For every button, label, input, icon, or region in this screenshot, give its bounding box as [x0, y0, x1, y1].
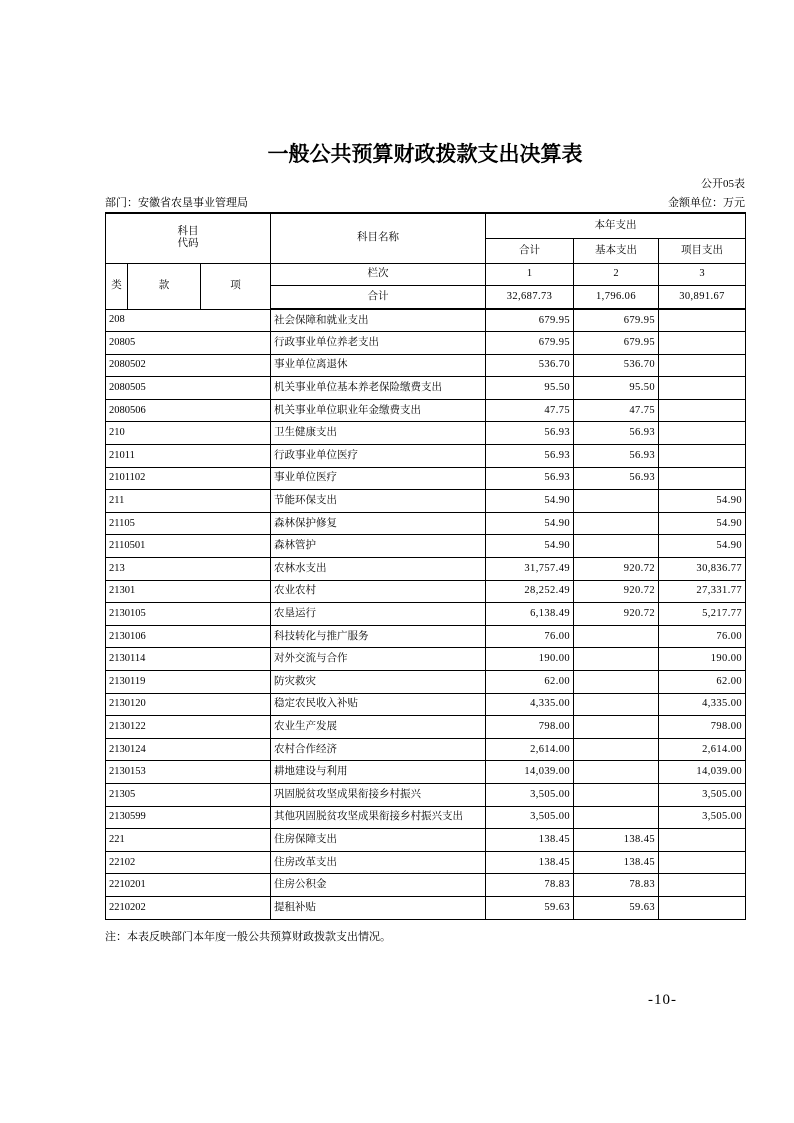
project-cell — [659, 851, 746, 874]
basic-cell — [574, 783, 659, 806]
table-row — [106, 829, 746, 852]
table-row — [106, 580, 746, 603]
total-cell: 54.90 — [486, 535, 574, 558]
code-cell: 2130106 — [106, 625, 271, 648]
column-number-1: 1 — [486, 263, 574, 285]
header-subject-code-line1: 科目 — [177, 226, 199, 238]
project-cell: 62.00 — [659, 671, 746, 694]
basic-cell: 138.45 — [574, 851, 659, 874]
project-cell: 3,505.00 — [659, 783, 746, 806]
basic-cell: 56.93 — [574, 445, 659, 468]
basic-cell — [574, 716, 659, 739]
table-row — [106, 896, 746, 919]
basic-cell: 138.45 — [574, 829, 659, 852]
table-row — [106, 490, 746, 513]
name-cell: 事业单位医疗 — [271, 467, 486, 490]
code-cell: 2210201 — [106, 874, 271, 897]
table-body — [106, 309, 746, 919]
total-cell: 138.45 — [486, 829, 574, 852]
project-cell: 3,505.00 — [659, 806, 746, 829]
code-cell: 20805 — [106, 332, 271, 355]
total-cell: 78.83 — [486, 874, 574, 897]
table-row — [106, 648, 746, 671]
total-cell: 31,757.49 — [486, 558, 574, 581]
table-row — [106, 874, 746, 897]
basic-cell: 56.93 — [574, 422, 659, 445]
header-subject-code-line2: 代码 — [177, 238, 199, 250]
name-cell: 社会保障和就业支出 — [271, 309, 486, 332]
header-total: 合计 — [486, 238, 574, 263]
name-cell: 科技转化与推广服务 — [271, 625, 486, 648]
total-cell: 6,138.49 — [486, 603, 574, 626]
project-cell — [659, 399, 746, 422]
header-column-index-label: 栏次 — [271, 263, 486, 285]
basic-cell: 536.70 — [574, 354, 659, 377]
name-cell: 卫生健康支出 — [271, 422, 486, 445]
table-row — [106, 354, 746, 377]
table-row — [106, 467, 746, 490]
basic-cell — [574, 512, 659, 535]
name-cell: 农业农村 — [271, 580, 486, 603]
basic-cell — [574, 671, 659, 694]
basic-cell: 679.95 — [574, 309, 659, 332]
basic-cell — [574, 806, 659, 829]
table-row — [106, 806, 746, 829]
name-cell: 森林保护修复 — [271, 512, 486, 535]
basic-cell — [574, 648, 659, 671]
total-cell: 679.95 — [486, 332, 574, 355]
total-cell: 56.93 — [486, 422, 574, 445]
total-cell: 47.75 — [486, 399, 574, 422]
project-cell: 5,217.77 — [659, 603, 746, 626]
table-header — [106, 213, 746, 309]
column-number-2: 2 — [574, 263, 659, 285]
total-cell: 2,614.00 — [486, 738, 574, 761]
project-cell — [659, 332, 746, 355]
total-row-label: 合计 — [271, 285, 486, 309]
table-row — [106, 783, 746, 806]
project-cell: 190.00 — [659, 648, 746, 671]
name-cell: 其他巩固脱贫攻坚成果衔接乡村振兴支出 — [271, 806, 486, 829]
total-cell: 76.00 — [486, 625, 574, 648]
name-cell: 农业生产发展 — [271, 716, 486, 739]
total-row-project: 30,891.67 — [659, 285, 746, 309]
department-label: 部门：安徽省农垦事业管理局 — [105, 197, 248, 209]
project-cell: 76.00 — [659, 625, 746, 648]
basic-cell — [574, 535, 659, 558]
total-cell: 190.00 — [486, 648, 574, 671]
project-cell — [659, 829, 746, 852]
total-cell: 138.45 — [486, 851, 574, 874]
code-cell: 208 — [106, 309, 271, 332]
total-cell: 62.00 — [486, 671, 574, 694]
name-cell: 防灾救灾 — [271, 671, 486, 694]
total-row-total: 32,687.73 — [486, 285, 574, 309]
basic-cell: 47.75 — [574, 399, 659, 422]
name-cell: 农林水支出 — [271, 558, 486, 581]
code-cell: 21011 — [106, 445, 271, 468]
basic-cell: 56.93 — [574, 467, 659, 490]
header-current-year-expenditure: 本年支出 — [486, 213, 746, 238]
code-cell: 2130122 — [106, 716, 271, 739]
name-cell: 耕地建设与利用 — [271, 761, 486, 784]
header-section: 款 — [128, 263, 201, 309]
page-number: -10- — [648, 992, 677, 1008]
code-cell: 2080505 — [106, 377, 271, 400]
total-cell: 28,252.49 — [486, 580, 574, 603]
header-basic-expenditure: 基本支出 — [574, 238, 659, 263]
name-cell: 机关事业单位职业年金缴费支出 — [271, 399, 486, 422]
table-row — [106, 445, 746, 468]
basic-cell — [574, 625, 659, 648]
total-cell: 679.95 — [486, 309, 574, 332]
header-row-3 — [106, 263, 746, 285]
project-cell — [659, 467, 746, 490]
header-subject-name: 科目名称 — [271, 213, 486, 263]
total-cell: 3,505.00 — [486, 806, 574, 829]
project-cell: 14,039.00 — [659, 761, 746, 784]
name-cell: 农村合作经济 — [271, 738, 486, 761]
name-cell: 巩固脱贫攻坚成果衔接乡村振兴 — [271, 783, 486, 806]
total-cell: 56.93 — [486, 445, 574, 468]
name-cell: 稳定农民收入补贴 — [271, 693, 486, 716]
project-cell: 54.90 — [659, 512, 746, 535]
header-subject-code — [106, 213, 271, 263]
code-cell: 21301 — [106, 580, 271, 603]
name-cell: 住房保障支出 — [271, 829, 486, 852]
basic-cell: 78.83 — [574, 874, 659, 897]
total-cell: 3,505.00 — [486, 783, 574, 806]
code-cell: 2080502 — [106, 354, 271, 377]
project-cell — [659, 309, 746, 332]
name-cell: 事业单位离退休 — [271, 354, 486, 377]
basic-cell — [574, 761, 659, 784]
header-project-expenditure: 项目支出 — [659, 238, 746, 263]
project-cell: 4,335.00 — [659, 693, 746, 716]
total-cell: 56.93 — [486, 467, 574, 490]
page-content — [105, 0, 745, 944]
basic-cell: 920.72 — [574, 603, 659, 626]
project-cell — [659, 896, 746, 919]
basic-cell — [574, 693, 659, 716]
basic-cell: 920.72 — [574, 558, 659, 581]
code-cell: 221 — [106, 829, 271, 852]
name-cell: 住房改革支出 — [271, 851, 486, 874]
basic-cell — [574, 490, 659, 513]
basic-cell: 95.50 — [574, 377, 659, 400]
table-row — [106, 422, 746, 445]
page-title: 一般公共预算财政拨款支出决算表 — [267, 143, 583, 166]
total-cell: 54.90 — [486, 512, 574, 535]
total-cell: 95.50 — [486, 377, 574, 400]
unit-label: 金额单位：万元 — [668, 197, 745, 209]
header-item: 项 — [201, 263, 271, 309]
code-cell: 213 — [106, 558, 271, 581]
table-row — [106, 671, 746, 694]
code-cell: 2130114 — [106, 648, 271, 671]
table-note: 注：本表反映部门本年度一般公共预算财政拨款支出情况。 — [105, 930, 391, 943]
total-cell: 536.70 — [486, 354, 574, 377]
name-cell: 机关事业单位基本养老保险缴费支出 — [271, 377, 486, 400]
code-cell: 2080506 — [106, 399, 271, 422]
table-row — [106, 625, 746, 648]
name-cell: 节能环保支出 — [271, 490, 486, 513]
code-cell: 2130153 — [106, 761, 271, 784]
form-number-label: 公开05表 — [701, 178, 745, 190]
name-cell: 农垦运行 — [271, 603, 486, 626]
code-cell: 211 — [106, 490, 271, 513]
project-cell: 2,614.00 — [659, 738, 746, 761]
code-cell: 2130119 — [106, 671, 271, 694]
basic-cell: 679.95 — [574, 332, 659, 355]
name-cell: 对外交流与合作 — [271, 648, 486, 671]
project-cell — [659, 377, 746, 400]
code-cell: 21105 — [106, 512, 271, 535]
table-row — [106, 716, 746, 739]
name-cell: 行政事业单位养老支出 — [271, 332, 486, 355]
code-cell: 22102 — [106, 851, 271, 874]
total-cell: 4,335.00 — [486, 693, 574, 716]
total-cell: 798.00 — [486, 716, 574, 739]
column-number-3: 3 — [659, 263, 746, 285]
name-cell: 森林管护 — [271, 535, 486, 558]
header-category: 类 — [106, 263, 128, 309]
basic-cell — [574, 738, 659, 761]
table-row — [106, 512, 746, 535]
table-row — [106, 738, 746, 761]
table-row — [106, 558, 746, 581]
code-cell: 210 — [106, 422, 271, 445]
table-row — [106, 603, 746, 626]
total-cell: 59.63 — [486, 896, 574, 919]
table-row — [106, 332, 746, 355]
project-cell: 30,836.77 — [659, 558, 746, 581]
project-cell — [659, 354, 746, 377]
name-cell: 提租补贴 — [271, 896, 486, 919]
code-cell: 21305 — [106, 783, 271, 806]
table-row — [106, 693, 746, 716]
table-row — [106, 377, 746, 400]
code-cell: 2130599 — [106, 806, 271, 829]
project-cell: 54.90 — [659, 535, 746, 558]
project-cell: 27,331.77 — [659, 580, 746, 603]
total-cell: 54.90 — [486, 490, 574, 513]
project-cell: 798.00 — [659, 716, 746, 739]
table-row — [106, 851, 746, 874]
table-row — [106, 535, 746, 558]
code-cell: 2130120 — [106, 693, 271, 716]
code-cell: 2110501 — [106, 535, 271, 558]
project-cell: 54.90 — [659, 490, 746, 513]
name-cell: 行政事业单位医疗 — [271, 445, 486, 468]
project-cell — [659, 874, 746, 897]
table-row — [106, 761, 746, 784]
total-cell: 14,039.00 — [486, 761, 574, 784]
code-cell: 2130105 — [106, 603, 271, 626]
expenditure-table — [105, 212, 746, 920]
table-row — [106, 309, 746, 332]
code-cell: 2210202 — [106, 896, 271, 919]
project-cell — [659, 422, 746, 445]
code-cell: 2130124 — [106, 738, 271, 761]
meta-row — [105, 196, 745, 210]
total-row-basic: 1,796.06 — [574, 285, 659, 309]
project-cell — [659, 445, 746, 468]
name-cell: 住房公积金 — [271, 874, 486, 897]
basic-cell: 59.63 — [574, 896, 659, 919]
table-row — [106, 399, 746, 422]
basic-cell: 920.72 — [574, 580, 659, 603]
code-cell: 2101102 — [106, 467, 271, 490]
header-row-1 — [106, 213, 746, 238]
